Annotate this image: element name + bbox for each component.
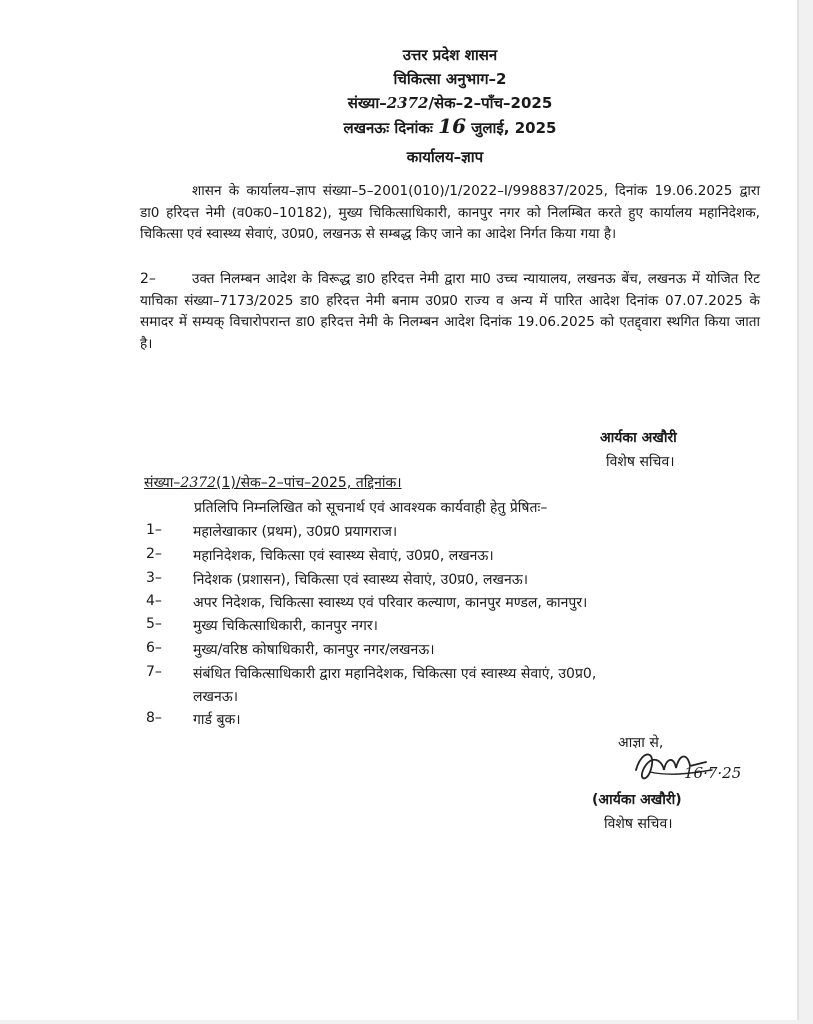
signature-date: 16·7·25: [684, 764, 742, 782]
handwritten-ref-number: 2372: [386, 94, 429, 112]
handwritten-copy-ref: 2372: [180, 475, 217, 491]
paragraph-2-number: 2–: [140, 271, 156, 287]
recipient-number: 7–: [146, 664, 162, 680]
list-item: मुख्य चिकित्साधिकारी, कानपुर नगर।: [193, 618, 378, 634]
list-item: अपर निदेशक, चिकित्सा स्वास्थ्य एवं परिवार कल्याण, कानपुर मण्डल, कानपुर।: [193, 595, 588, 611]
paragraph-2: उक्त निलम्बन आदेश के विरूद्ध डा0 हरिदत्त नेमी द्वारा मा0 उच्च न्यायालय, लखनऊ बेंच, लखनऊ में योजित रिट याचिका संख्या–7173/2025 डा0 हरिदत्त नेमी बनाम उ0प्र0 राज्य व अन्य में पारित आदेश दिनांक 07.07.2025 के समादर में सम्यक् विचारोपरान्त डा0 हरिदत्त नेमी के निलम्बन आदेश दिनांक 19.06.2025 को एतद्द्वारा स्थगित किया जाता है।: [140, 271, 760, 352]
list-item-continuation: लखनऊ।: [193, 689, 239, 705]
recipient-number: 8–: [146, 710, 162, 726]
recipient-number: 4–: [146, 593, 162, 609]
reference-number: संख्या–2372/सेक–2–पाँच–2025: [347, 94, 553, 112]
list-item: गार्ड बुक।: [193, 712, 241, 728]
list-item: महालेखाकार (प्रथम), उ0प्र0 प्रयागराज।: [193, 524, 398, 540]
signatory-name-2: (आर्यका अखौरी): [592, 792, 682, 808]
signatory-designation: विशेष सचिव।: [606, 454, 675, 470]
signatory-name: आर्यका अखौरी: [600, 430, 677, 446]
government-title: उत्तर प्रदेश शासन: [402, 46, 498, 64]
list-item: संबंधित चिकित्साधिकारी द्वारा महानिदेशक, चिकित्सा एवं स्वास्थ्य सेवाएं, उ0प्र0,: [193, 666, 597, 682]
document-type: कार्यालय–ज्ञाप: [406, 148, 484, 166]
issue-date: लखनऊः दिनांकः 16 जुलाई, 2025: [343, 114, 557, 138]
recipient-number: 5–: [146, 616, 162, 632]
recipient-number: 6–: [146, 640, 162, 656]
list-item: महानिदेशक, चिकित्सा एवं स्वास्थ्य सेवाएं, उ0प्र0, लखनऊ।: [193, 548, 494, 564]
list-item: निदेशक (प्रशासन), चिकित्सा एवं स्वास्थ्य सेवाएं, उ0प्र0, लखनऊ।: [193, 572, 529, 588]
handwritten-date-day: 16: [438, 114, 466, 138]
copy-reference-number: संख्या–2372(1)/सेक–2–पांच–2025, तद्दिनांक।: [144, 475, 402, 491]
order-text: आज्ञा से,: [618, 735, 664, 751]
signatory-designation-2: विशेष सचिव।: [604, 816, 673, 832]
recipient-number: 2–: [146, 546, 162, 562]
recipient-number: 3–: [146, 570, 162, 586]
section-title: चिकित्सा अनुभाग–2: [393, 70, 507, 88]
paragraph-1: शासन के कार्यालय–ज्ञाप संख्या–5–2001(010)/1/2022–I/998837/2025, दिनांक 19.06.2025 द्वारा डा0 हरिदत्त नेमी (व0क0–10182), मुख्य चिकित्साधिकारी, कानपुर नगर को निलम्बित करते हुए कार्यालय महानिदेशक, चिकित्सा एवं स्वास्थ्य सेवाएं, उ0प्र0, लखनऊ से सम्बद्ध किए जाने का आदेश निर्गत किया गया है।: [140, 183, 760, 242]
list-item: मुख्य/वरिष्ठ कोषाधिकारी, कानपुर नगर/लखनऊ।: [193, 642, 435, 658]
copy-intro: प्रतिलिपि निम्नलिखित को सूचनार्थ एवं आवश्यक कार्यवाही हेतु प्रेषितः–: [194, 500, 548, 516]
recipient-number: 1–: [146, 522, 162, 538]
